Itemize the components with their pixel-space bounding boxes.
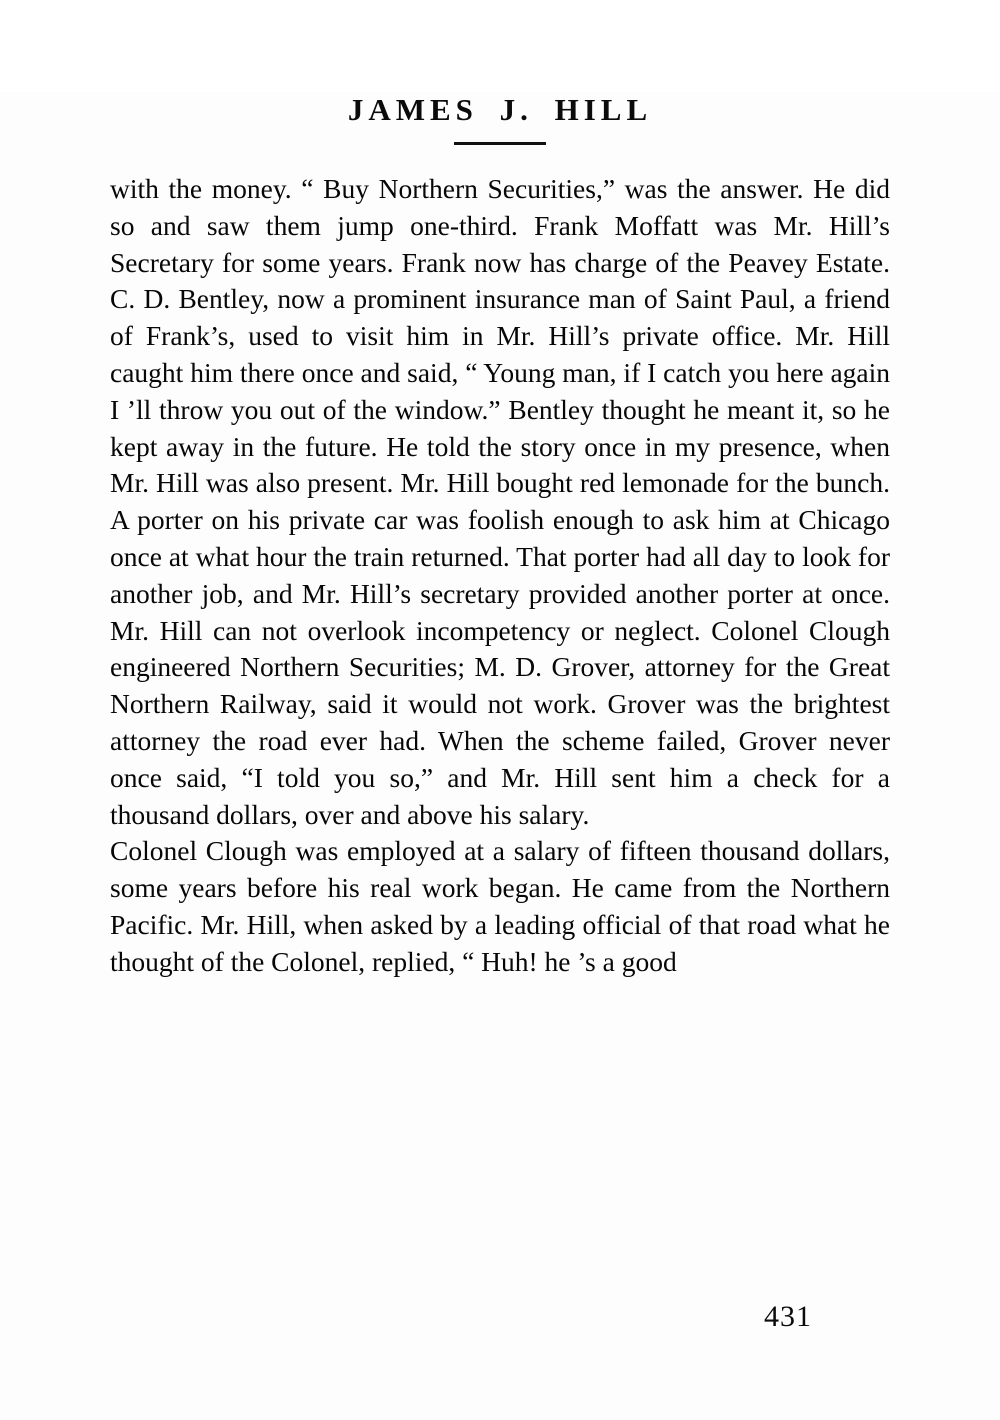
page-running-head: JAMES J. HILL xyxy=(347,92,653,127)
page-body-text xyxy=(110,171,890,981)
paragraph-1: with the money. “ Buy Northern Securities,” was the answer. He did so and saw them jump one-third. Frank Moffatt was Mr. Hill’s Secretary for some years. Frank now has charge of the Peavey Estate. C. D. Bentley, now a prominent insurance man of Saint Paul, a friend of Frank’s, used to visit him in Mr. Hill’s private office. Mr. Hill caught him there once and said, “ Young man, if I catch you here again I ’ll throw you out of the window.” Bentley thought he meant it, so he kept away in the future. He told the story once in my presence, when Mr. Hill was also present. Mr. Hill bought red lemonade for the bunch. A porter on his private car was foolish enough to ask him at Chicago once at what hour the train returned. That porter had all day to look for another job, and Mr. Hill’s secretary provided another porter at once. Mr. Hill can not overlook incompetency or neglect. Colonel Clough engineered Northern Securities; M. D. Grover, attorney for the Great Northern Railway, said it would not work. Grover was the brightest attorney the road ever had. When the scheme failed, Grover never once said, “I told you so,” and Mr. Hill sent him a check for a thousand dollars, over and above his salary. xyxy=(110,173,890,830)
paragraph-2: Colonel Clough was employed at a salary of fifteen thousand dollars, some years before his real work began. He came from the Northern Pacific. Mr. Hill, when asked by a leading official of that road what he thought of the Colonel, replied, “ Huh! he ’s a good xyxy=(110,835,890,977)
page-number: 431 xyxy=(764,1300,812,1333)
header-rule-divider xyxy=(454,142,546,145)
book-page xyxy=(0,92,1000,1420)
